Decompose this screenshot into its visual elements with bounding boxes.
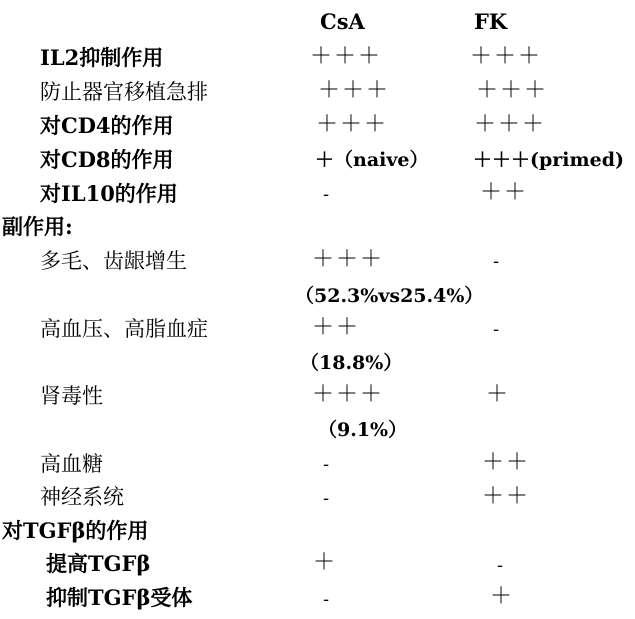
row-label: 防止器官移植急排 — [40, 80, 208, 104]
fk-value: ＋＋＋ — [474, 112, 547, 137]
row-label: 肾毒性 — [40, 384, 103, 408]
row-label: 对CD8的作用 — [40, 147, 174, 172]
percentage-note: （52.3%vs25.4%） — [295, 285, 484, 307]
csa-value: ＋（naive） — [315, 149, 429, 171]
fk-value: - — [493, 251, 500, 272]
csa-value: - — [323, 589, 330, 610]
csa-value: - — [323, 454, 330, 475]
fk-value: ＋＋＋ — [470, 44, 543, 69]
tgf-heading: 对TGFβ的作用 — [2, 518, 149, 543]
row-label: 对IL10的作用 — [40, 181, 178, 206]
csa-value: ＋＋＋ — [310, 44, 383, 69]
row-label: 对CD4的作用 — [40, 113, 174, 138]
csa-value: ＋＋＋ — [312, 247, 385, 272]
fk-value: - — [497, 555, 504, 576]
percentage-note: （18.8%） — [300, 352, 403, 374]
row-label: 高血压、高脂血症 — [40, 317, 208, 341]
fk-value: ＋＋＋ — [476, 78, 549, 103]
row-label: 多毛、齿龈增生 — [40, 249, 187, 273]
column-header-csa: CsA — [320, 9, 365, 34]
fk-value: ＋＋ — [482, 484, 531, 509]
fk-value: ＋ — [490, 584, 515, 609]
column-header-fk: FK — [474, 9, 508, 34]
fk-value: ＋＋＋(primed) — [473, 149, 624, 171]
side-effects-heading: 副作用: — [2, 214, 73, 239]
csa-value: ＋＋＋ — [318, 78, 391, 103]
csa-value: ＋＋＋ — [316, 112, 389, 137]
csa-value: ＋＋＋ — [312, 382, 385, 407]
fk-value: ＋＋ — [482, 450, 531, 475]
percentage-note: （9.1%） — [318, 419, 408, 441]
csa-value: - — [323, 184, 330, 205]
csa-value: ＋＋ — [312, 315, 361, 340]
fk-value: - — [493, 319, 500, 340]
row-label: 抑制TGFβ受体 — [46, 585, 193, 610]
row-label: 神经系统 — [40, 485, 124, 509]
row-label: 高血糖 — [40, 452, 103, 476]
csa-value: ＋ — [313, 550, 338, 575]
row-label: IL2抑制作用 — [40, 45, 164, 70]
fk-value: ＋＋ — [480, 180, 529, 205]
row-label: 提高TGFβ — [46, 551, 151, 576]
fk-value: ＋ — [486, 382, 511, 407]
csa-value: - — [323, 488, 330, 509]
